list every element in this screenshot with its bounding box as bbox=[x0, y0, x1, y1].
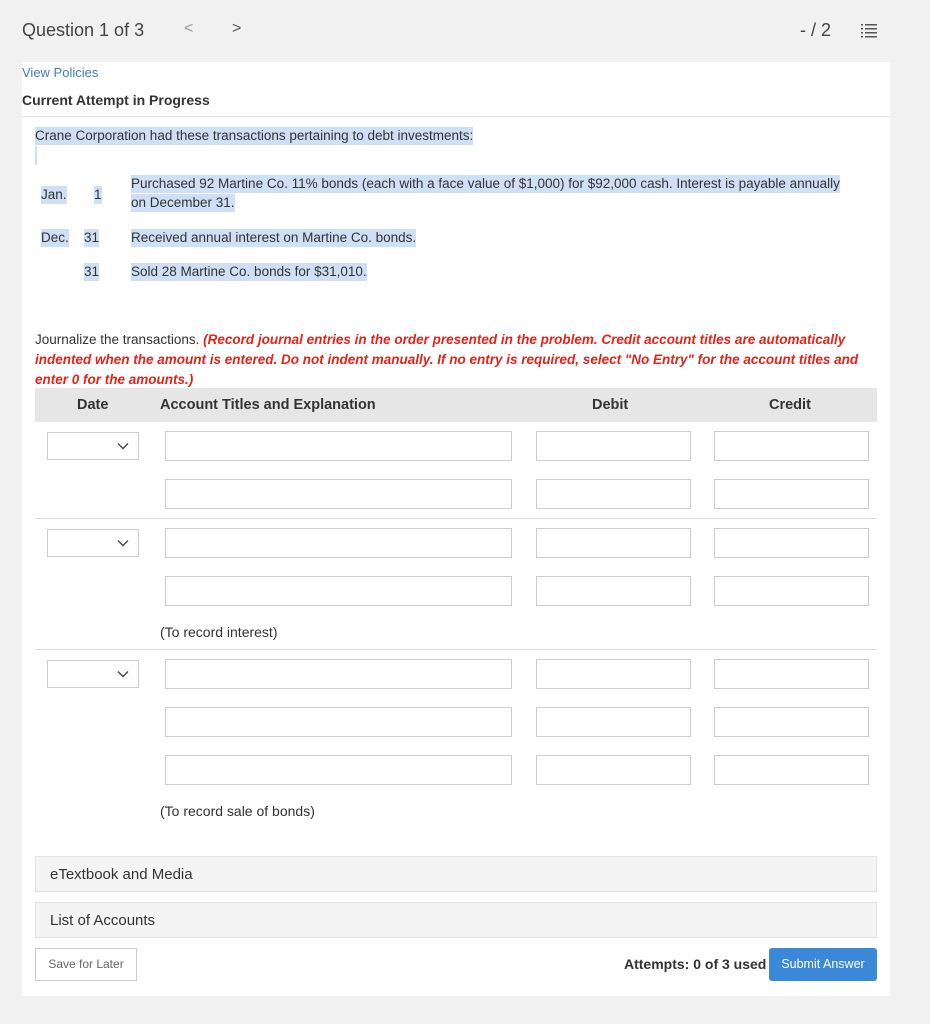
entry-explanation: (To record interest) bbox=[160, 624, 278, 640]
question-card bbox=[22, 62, 890, 996]
debit-input[interactable] bbox=[536, 479, 691, 509]
etextbook-label: eTextbook and Media bbox=[50, 866, 193, 883]
debit-input[interactable] bbox=[536, 755, 691, 785]
list-of-accounts-label: List of Accounts bbox=[50, 912, 156, 929]
previous-question-button[interactable]: < bbox=[184, 20, 194, 37]
transaction-day: 1 bbox=[94, 187, 102, 202]
account-title-input[interactable] bbox=[165, 528, 512, 558]
account-title-input[interactable] bbox=[165, 576, 512, 606]
debit-input[interactable] bbox=[536, 431, 691, 461]
entry-divider bbox=[35, 518, 877, 519]
date-select[interactable] bbox=[47, 660, 139, 688]
credit-input[interactable] bbox=[714, 707, 869, 737]
chevron-down-icon bbox=[116, 667, 130, 681]
credit-input[interactable] bbox=[714, 659, 869, 689]
instructions bbox=[35, 330, 885, 390]
attempt-heading: Current Attempt in Progress bbox=[22, 92, 210, 108]
credit-input[interactable] bbox=[714, 479, 869, 509]
transaction-description-cont: on December 31. bbox=[131, 195, 235, 210]
account-column-header: Account Titles and Explanation bbox=[160, 397, 376, 413]
credit-input[interactable] bbox=[714, 755, 869, 785]
journal-table-header bbox=[35, 388, 877, 422]
list-icon[interactable] bbox=[861, 23, 877, 39]
account-title-input[interactable] bbox=[165, 707, 512, 737]
transaction-description: Purchased 92 Martine Co. 11% bonds (each with a face value of $1,000) for $92,000 cash. Interest is payable annually bbox=[131, 176, 840, 191]
transaction-day: 31 bbox=[84, 230, 100, 245]
transaction-description: Sold 28 Martine Co. bonds for $31,010. bbox=[131, 264, 367, 279]
divider bbox=[22, 116, 890, 117]
credit-input[interactable] bbox=[714, 576, 869, 606]
attempts-counter: Attempts: 0 of 3 used bbox=[624, 956, 767, 972]
text-caret bbox=[35, 146, 37, 165]
debit-input[interactable] bbox=[536, 707, 691, 737]
problem-intro: Crane Corporation had these transactions pertaining to debt investments: bbox=[35, 128, 474, 143]
entry-divider bbox=[35, 649, 877, 650]
view-policies-link[interactable]: View Policies bbox=[22, 65, 99, 80]
next-question-button[interactable]: > bbox=[232, 20, 242, 37]
account-title-input[interactable] bbox=[165, 431, 512, 461]
date-select[interactable] bbox=[47, 432, 139, 460]
question-score: - / 2 bbox=[800, 20, 832, 40]
submit-answer-button[interactable]: Submit Answer bbox=[769, 948, 877, 981]
account-title-input[interactable] bbox=[165, 479, 512, 509]
credit-column-header: Credit bbox=[769, 397, 811, 413]
entry-explanation: (To record sale of bonds) bbox=[160, 803, 315, 819]
transaction-day: 31 bbox=[84, 264, 100, 279]
credit-input[interactable] bbox=[714, 528, 869, 558]
question-header bbox=[0, 0, 930, 62]
list-of-accounts-accordion[interactable] bbox=[35, 902, 877, 938]
debit-input[interactable] bbox=[536, 659, 691, 689]
account-title-input[interactable] bbox=[165, 755, 512, 785]
debit-column-header: Debit bbox=[592, 397, 629, 413]
date-select[interactable] bbox=[47, 529, 139, 557]
instructions-warning: (Record journal entries in the order presented in the problem. Credit account titles are automatically indented when the amount is entered. Do not indent manually. If no entry is required, select "No Entry" for the account titles and enter 0 for the amounts.) bbox=[35, 332, 859, 387]
account-title-input[interactable] bbox=[165, 659, 512, 689]
save-for-later-button[interactable]: Save for Later bbox=[35, 948, 137, 981]
instructions-main: Journalize the transactions. bbox=[35, 332, 204, 347]
date-column-header: Date bbox=[77, 397, 109, 413]
chevron-down-icon bbox=[116, 439, 130, 453]
credit-input[interactable] bbox=[714, 431, 869, 461]
question-counter: Question 1 of 3 bbox=[22, 20, 145, 40]
debit-input[interactable] bbox=[536, 576, 691, 606]
debit-input[interactable] bbox=[536, 528, 691, 558]
transaction-description: Received annual interest on Martine Co. bonds. bbox=[131, 230, 417, 245]
transaction-month: Dec. bbox=[41, 230, 69, 245]
etextbook-accordion[interactable] bbox=[35, 856, 877, 892]
transaction-month: Jan. bbox=[41, 187, 67, 202]
chevron-down-icon bbox=[116, 536, 130, 550]
